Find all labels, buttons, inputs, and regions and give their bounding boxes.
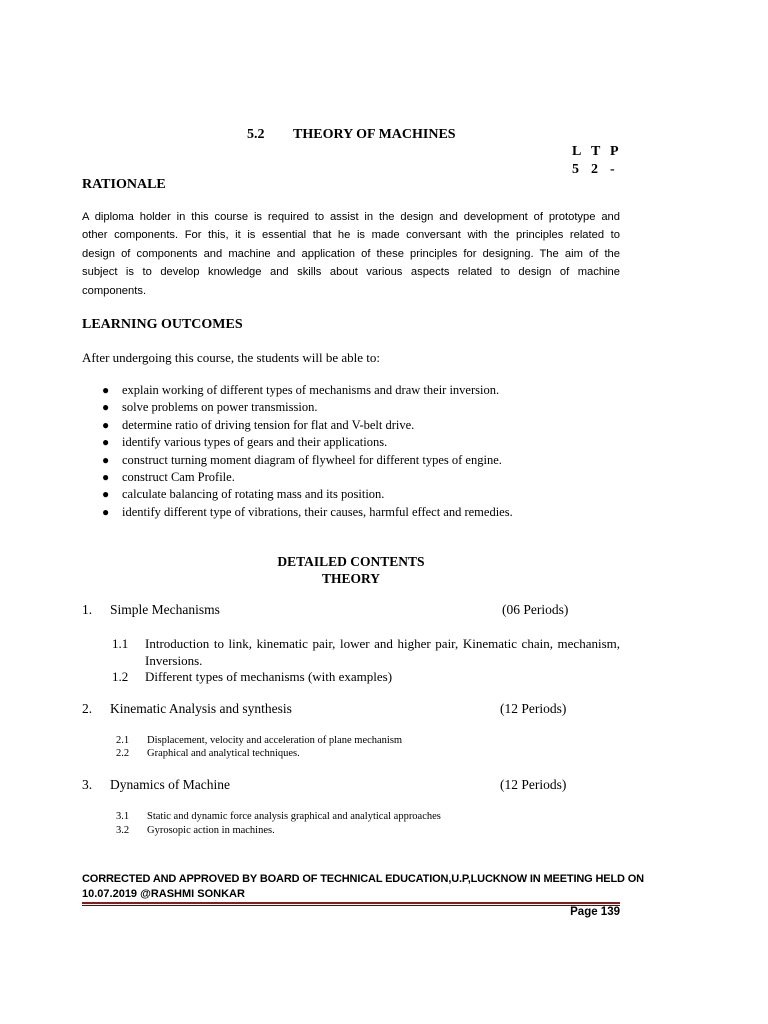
list-item: ● identify different type of vibrations, their causes, harmful effect and remedies. — [102, 504, 513, 521]
bullet-icon: ● — [102, 504, 110, 519]
learning-outcomes-heading: LEARNING OUTCOMES — [82, 317, 243, 332]
list-item: ● construct Cam Profile. — [102, 469, 513, 486]
section-1-periods: (06 Periods) — [502, 602, 569, 617]
ltp-t-label: T — [591, 144, 601, 159]
section-1-title: 1. Simple Mechanisms — [82, 602, 220, 617]
subsection-1-1: 1.1 Introduction to link, kinematic pair, lower and higher pair, Kinematic chain, mechanism, Inversions. — [112, 636, 620, 668]
footer-line-2: 10.07.2019 @RASHMI SONKAR — [82, 887, 245, 900]
course-number: 5.2 — [247, 127, 265, 142]
subsection-3-2: 3.2 Gyrosopic action in machines. — [116, 825, 275, 836]
ltp-p-label: P — [610, 144, 619, 159]
footer-line-1: CORRECTED AND APPROVED BY BOARD OF TECHNICAL EDUCATION,U.P,LUCKNOW IN MEETING HELD ON — [82, 873, 644, 885]
section-2-title: 2. Kinematic Analysis and synthesis — [82, 701, 292, 716]
outcomes-intro: After undergoing this course, the students will be able to: — [82, 350, 380, 365]
rationale-line: A diploma holder in this course is required to assist in the design and development of prototype and — [82, 211, 620, 223]
ltp-values — [572, 162, 629, 178]
bullet-icon: ● — [102, 417, 110, 432]
list-item: ● explain working of different types of mechanisms and draw their inversion. — [102, 382, 513, 399]
subsection-2-2: 2.2 Graphical and analytical techniques. — [116, 748, 300, 759]
list-item: ● identify various types of gears and their applications. — [102, 434, 513, 451]
rationale-line: other components. For this, it is essential that he is made conversant with the principles related to — [82, 229, 620, 242]
bullet-icon: ● — [102, 469, 110, 484]
course-name: THEORY OF MACHINES — [293, 127, 456, 142]
rationale-line: design of components and machine and application of these principles for designing. The aim of the — [82, 247, 620, 260]
course-title — [247, 127, 456, 143]
subsection-1-2: 1.2 Different types of mechanisms (with examples) — [112, 669, 393, 684]
list-item: ● calculate balancing of rotating mass and its position. — [102, 486, 513, 503]
list-item: ● determine ratio of driving tension for flat and V-belt drive. — [102, 417, 513, 434]
detailed-contents-heading: DETAILED CONTENTS — [277, 554, 425, 569]
rationale-line: components. — [82, 284, 147, 297]
ltp-l-value: 5 — [572, 162, 579, 177]
bullet-icon: ● — [102, 400, 110, 415]
ltp-l-label: L — [572, 144, 582, 159]
rationale-paragraph — [82, 208, 620, 300]
theory-heading: THEORY — [321, 571, 381, 586]
outcomes-list — [102, 382, 513, 521]
rationale-line: subject is to develop knowledge and skills about various aspects related to design of machine — [82, 266, 620, 279]
bullet-icon: ● — [102, 487, 110, 502]
ltp-t-value: 2 — [591, 162, 598, 177]
section-2-periods: (12 Periods) — [500, 701, 567, 716]
section-3-periods: (12 Periods) — [500, 777, 567, 792]
list-item: ● solve problems on power transmission. — [102, 399, 513, 416]
section-3-title: 3. Dynamics of Machine — [82, 777, 230, 792]
bullet-icon: ● — [102, 452, 110, 467]
bullet-icon: ● — [102, 383, 110, 397]
bullet-icon: ● — [102, 435, 110, 450]
subsection-3-1: 3.1 Static and dynamic force analysis graphical and analytical approaches — [116, 811, 441, 822]
rationale-heading: RATIONALE — [82, 177, 166, 192]
page-number: Page 139 — [570, 906, 620, 918]
footer-divider — [82, 902, 620, 904]
ltp-p-value: - — [610, 162, 615, 177]
ltp-header — [572, 144, 629, 160]
approval-footer — [82, 872, 644, 901]
list-item: ● construct turning moment diagram of flywheel for different types of engine. — [102, 452, 513, 469]
subsection-2-1: 2.1 Displacement, velocity and acceleration of plane mechanism — [116, 735, 403, 746]
